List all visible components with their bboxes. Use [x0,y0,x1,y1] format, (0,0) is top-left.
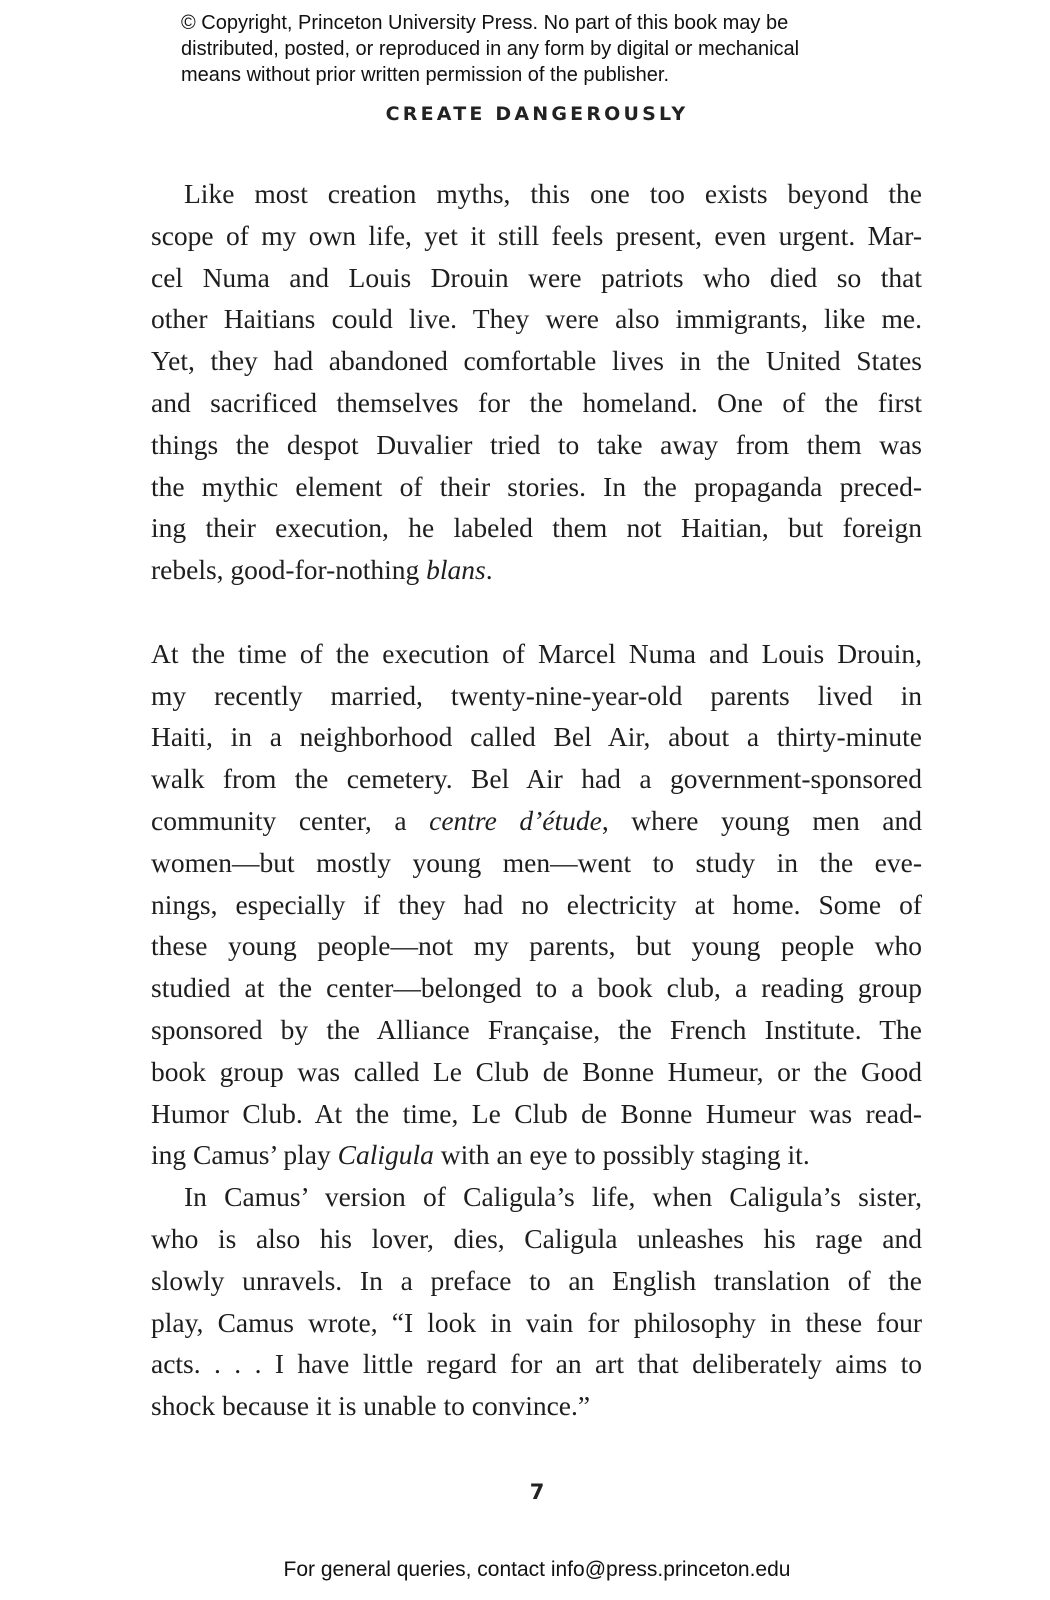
text-line: my recently married, twenty-nine-year-old parents lived in [151,679,922,711]
footer-contact: For general queries, contact info@press.princeton.edu [283,1558,791,1581]
text-run: community center, a [151,804,430,836]
text-line: acts. . . . I have little regard for an art that deliberately aims to [151,1348,922,1380]
text-line: things the despot Duvalier tried to take away from them was [151,428,922,460]
text-line: cel Numa and Louis Drouin were patriots who died so that [151,261,922,293]
text-line: Like most creation myths, this one too exists beyond the [184,178,922,209]
text-line: these young people—not my parents, but young people who [151,930,922,962]
text-line: shock because it is unable to convince.” [151,1390,591,1422]
text-line: walk from the cemetery. Bel Air had a government-sponsored [151,763,922,795]
italic-term: blans [426,554,486,586]
text-line: At the time of the execution of Marcel Numa and Louis Drouin, [151,637,922,669]
text-line: nings, especially if they had no electricity at home. Some of [151,888,922,920]
text-line: Humor Club. At the time, Le Club de Bonne Humeur was read- [151,1097,922,1129]
text-run: , where young men and [601,804,922,836]
copyright-line: distributed, posted, or reproduced in any form by digital or mechanical [181,38,800,60]
text-line: sponsored by the Alliance Française, the French Institute. The [151,1013,922,1045]
text-run: with an eye to possibly staging it. [433,1139,810,1171]
paragraph [151,173,922,591]
text-line: slowly unravels. In a preface to an English translation of the [151,1264,922,1296]
paragraph [151,633,922,1176]
text-run: rebels, good-for-nothing [151,554,427,586]
italic-term: Caligula [337,1139,434,1171]
text-line: play, Camus wrote, “I look in vain for philosophy in these four [151,1306,922,1338]
text-run: . [485,554,493,586]
body-text [151,173,922,1427]
italic-term: centre d’étude [429,804,602,836]
text-line: Haiti, in a neighborhood called Bel Air, about a thirty-minute [151,721,922,753]
running-head: CREATE DANGEROUSLY [385,103,689,125]
section-break [151,591,922,633]
text-line: other Haitians could live. They were also immigrants, like me. [151,303,922,335]
copyright-line: means without prior written permission of the publisher. [181,64,670,86]
copyright-notice [181,10,901,88]
page-number: 7 [529,1480,545,1504]
text-line: and sacrificed themselves for the homeland. One of the first [151,386,922,418]
text-line: book group was called Le Club de Bonne Humeur, or the Good [151,1055,922,1087]
text-run: ing Camus’ play [151,1139,338,1171]
text-line [151,549,922,591]
paragraph [151,1176,922,1427]
text-line: In Camus’ version of Caligula’s life, when Caligula’s sister, [184,1181,922,1213]
text-line: women—but mostly young men—went to study in the eve- [151,846,922,878]
text-line [151,1134,922,1176]
text-line: studied at the center—belonged to a book club, a reading group [151,972,922,1004]
text-line [151,800,922,842]
text-line: who is also his lover, dies, Caligula unleashes his rage and [151,1222,922,1254]
text-line: Yet, they had abandoned comfortable lives in the United States [151,345,922,377]
text-line: ing their execution, he labeled them not Haitian, but foreign [151,512,922,544]
text-line: the mythic element of their stories. In the propaganda preced- [151,470,922,502]
text-line: scope of my own life, yet it still feels present, even urgent. Mar- [151,219,922,251]
copyright-line: © Copyright, Princeton University Press. No part of this book may be [181,12,789,34]
